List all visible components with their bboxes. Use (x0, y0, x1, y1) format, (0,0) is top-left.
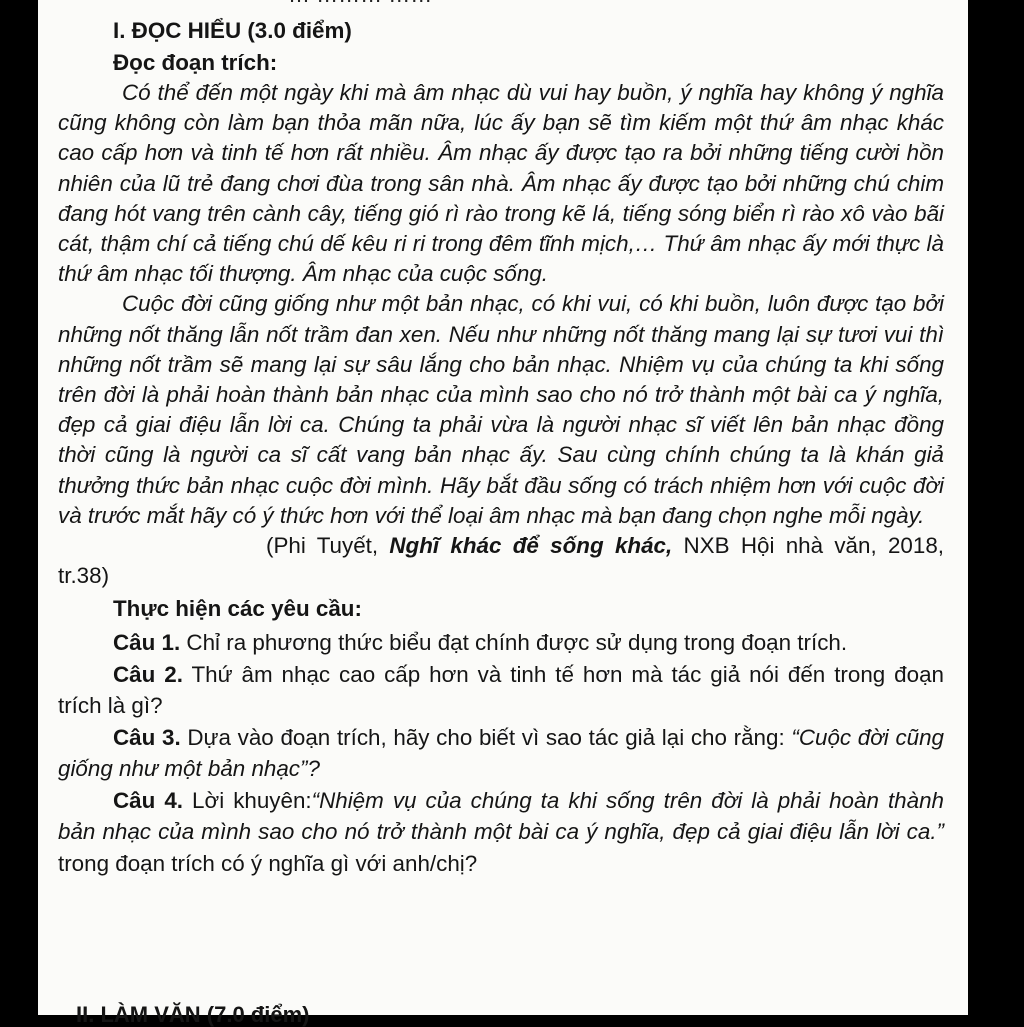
question-text: Dựa vào đoạn trích, hãy cho biết vì sao tác giả lại cho rằng: (180, 724, 792, 750)
citation-author: (Phi Tuyết, (266, 533, 390, 559)
question-text: Thứ âm nhạc cao cấp hơn và tinh tế hơn mà tác giả nói đến trong đoạn trích là gì? (58, 661, 944, 719)
question-4 (58, 785, 944, 880)
question-1 (58, 627, 944, 659)
citation-book-title: Nghĩ khác để sống khác, (389, 533, 673, 559)
question-text: Chỉ ra phương thức biểu đạt chính được sử dụng trong đoạn trích. (180, 630, 848, 656)
citation (58, 531, 944, 591)
question-2 (58, 659, 944, 722)
cropped-top-text (288, 0, 432, 6)
question-label: Câu 2. (113, 661, 183, 687)
question-label: Câu 4. (113, 787, 184, 813)
tasks-title: Thực hiện các yêu cầu: (113, 596, 362, 622)
passage-paragraph-2: Cuộc đời cũng giống như một bản nhạc, có khi vui, có khi buồn, luôn được tạo bởi những nốt thăng lẫn nốt trầm đan xen. Nếu như những nốt thăng mang lại sự tươi vui thì những nốt trầm sẽ mang lại sự sâu lắng cho bản nhạc. Nhiệm vụ của chúng ta khi sống trên đời là phải hoàn thành bản nhạc của mình sao cho nó trở thành một bài ca ý nghĩa, đẹp cả giai điệu lẫn lời ca. Chúng ta phải vừa là người nhạc sĩ viết lên bản nhạc đồng thời cũng là người ca sĩ cất vang bản nhạc ấy. Sau cùng chính chúng ta là khán giả thưởng thức bản nhạc cuộc đời mình. Hãy bắt đầu sống có trách nhiệm hơn với cuộc đời và trước mắt hãy có ý thức hơn với thể loại âm nhạc mà bạn đang chọn nghe mỗi ngày. (58, 291, 944, 528)
question-text-after: trong đoạn trích có ý nghĩa gì với anh/chị? (58, 850, 478, 876)
cropped-top-line (58, 0, 944, 8)
question-3 (58, 722, 944, 785)
question-quote: “Nhiệm vụ của chúng ta khi sống trên đời là phải hoàn thành bản nhạc của mình sao cho nó trở thành một bài ca ý nghĩa, đẹp cả giai điệu lẫn lời ca.” (58, 787, 944, 845)
question-label: Câu 1. (113, 630, 181, 656)
question-label: Câu 3. (113, 724, 181, 750)
passage (58, 78, 944, 531)
document-page (38, 0, 968, 1027)
section-heading: I. ĐỌC HIỂU (3.0 điểm) (113, 18, 352, 43)
cropped-next-section-heading: II. LÀM VĂN (7.0 điểm) (76, 1002, 310, 1027)
question-quote: “Cuộc đời cũng giống như một bản nhạc”? (58, 724, 944, 782)
exam-document (58, 0, 944, 879)
question-text: Lời khuyên: (183, 787, 312, 813)
passage-paragraph-1: Có thể đến một ngày khi mà âm nhạc dù vui hay buồn, ý nghĩa hay không ý nghĩa cũng không còn làm bạn thỏa mãn nữa, lúc ấy bạn sẽ tìm kiếm một thứ âm nhạc khác cao cấp hơn và tinh tế hơn rất nhiều. Âm nhạc ấy được tạo ra bởi những tiếng cười hồn nhiên của lũ trẻ đang chơi đùa trong sân nhà. Âm nhạc ấy được tạo bởi những chú chim đang hót vang trên cành cây, tiếng gió rì rào trong kẽ lá, tiếng sóng biển rì rào xô vào bãi cát, thậm chí cả tiếng chú dế kêu ri ri trong đêm tĩnh mịch,… Thứ âm nhạc ấy mới thực là thứ âm nhạc tối thượng. Âm nhạc của cuộc sống. (58, 80, 944, 287)
reading-label: Đọc đoạn trích: (113, 50, 278, 75)
citation-publisher: NXB Hội nhà văn, 2018, tr.38) (58, 533, 944, 589)
